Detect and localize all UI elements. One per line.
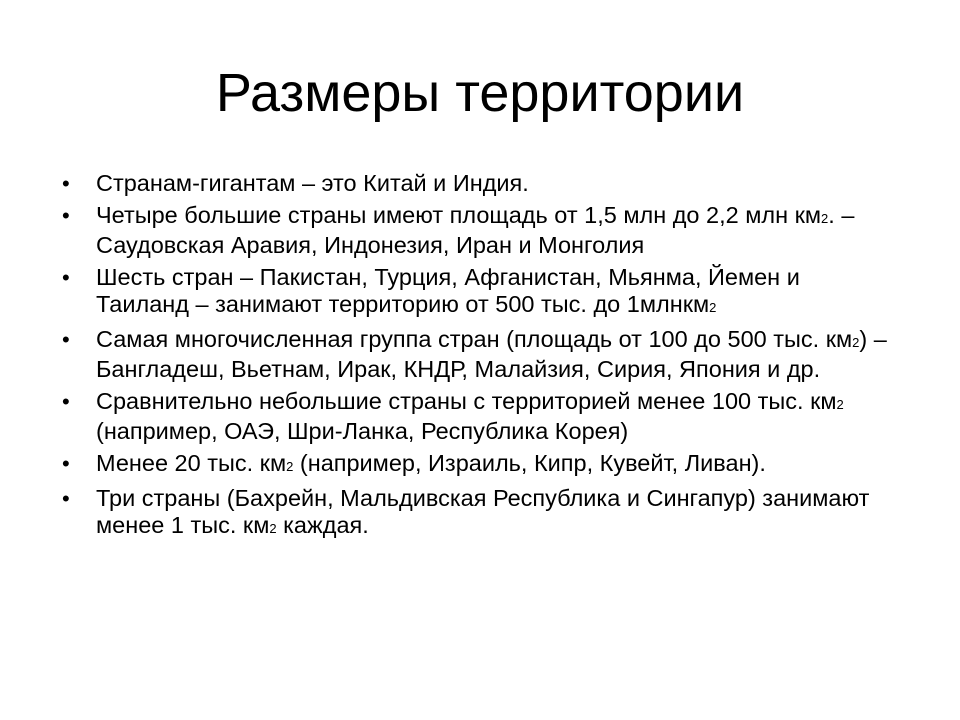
bullet-text: Менее 20 тыс. км [96,450,287,476]
unit-superscript: 2 [821,211,829,226]
bullet-item [0,326,960,383]
unit-superscript: 2 [836,397,844,412]
bullet-text: каждая. [276,512,369,538]
bullet-text: Странам-гигантам – это Китай и Индия. [96,170,529,196]
bullet-text: Четыре большие страны имеют площадь от 1,5 млн до 2,2 млн км [96,202,822,228]
bullet-dot-icon: • [62,171,70,196]
unit-superscript: 2 [852,335,860,350]
bullet-text: ) – Бангладеш, Вьетнам, Ирак, КНДР, Малайзия, Сирия, Япония и др. [96,326,887,382]
unit-superscript: 2 [286,459,294,474]
bullet-text: Три страны (Бахрейн, Мальдивская Республика и Сингапур) занимают менее 1 тыс. км [96,485,870,538]
unit-superscript: 2 [709,300,717,315]
bullet-dot-icon: • [62,389,70,414]
bullet-item [0,202,960,259]
bullet-text: (например, Израиль, Кипр, Кувейт, Ливан). [293,450,766,476]
bullet-item [0,485,960,542]
bullet-text: Самая многочисленная группа стран (площадь от 100 до 500 тыс. км [96,326,853,352]
bullet-text: Шесть стран – Пакистан, Турция, Афганистан, Мьянма, Йемен и Таиланд – занимают территорию от 500 тыс. до 1млнкм [96,264,800,317]
bullet-list [0,170,960,547]
bullet-dot-icon: • [62,327,70,352]
unit-superscript: 2 [269,521,277,536]
bullet-text: (например, ОАЭ, Шри-Ланка, Республика Корея) [96,418,629,444]
bullet-item [0,264,960,321]
bullet-text: . – Саудовская Аравия, Индонезия, Иран и Монголия [96,202,855,258]
bullet-item [0,388,960,445]
bullet-dot-icon: • [62,203,70,228]
bullet-dot-icon: • [62,486,70,511]
bullet-item [0,170,960,197]
bullet-dot-icon: • [62,265,70,290]
bullet-item [0,450,960,480]
slide-title: Размеры территории [215,63,745,123]
bullet-text: Сравнительно небольшие страны с территорией менее 100 тыс. км [96,388,837,414]
bullet-dot-icon: • [62,451,70,476]
